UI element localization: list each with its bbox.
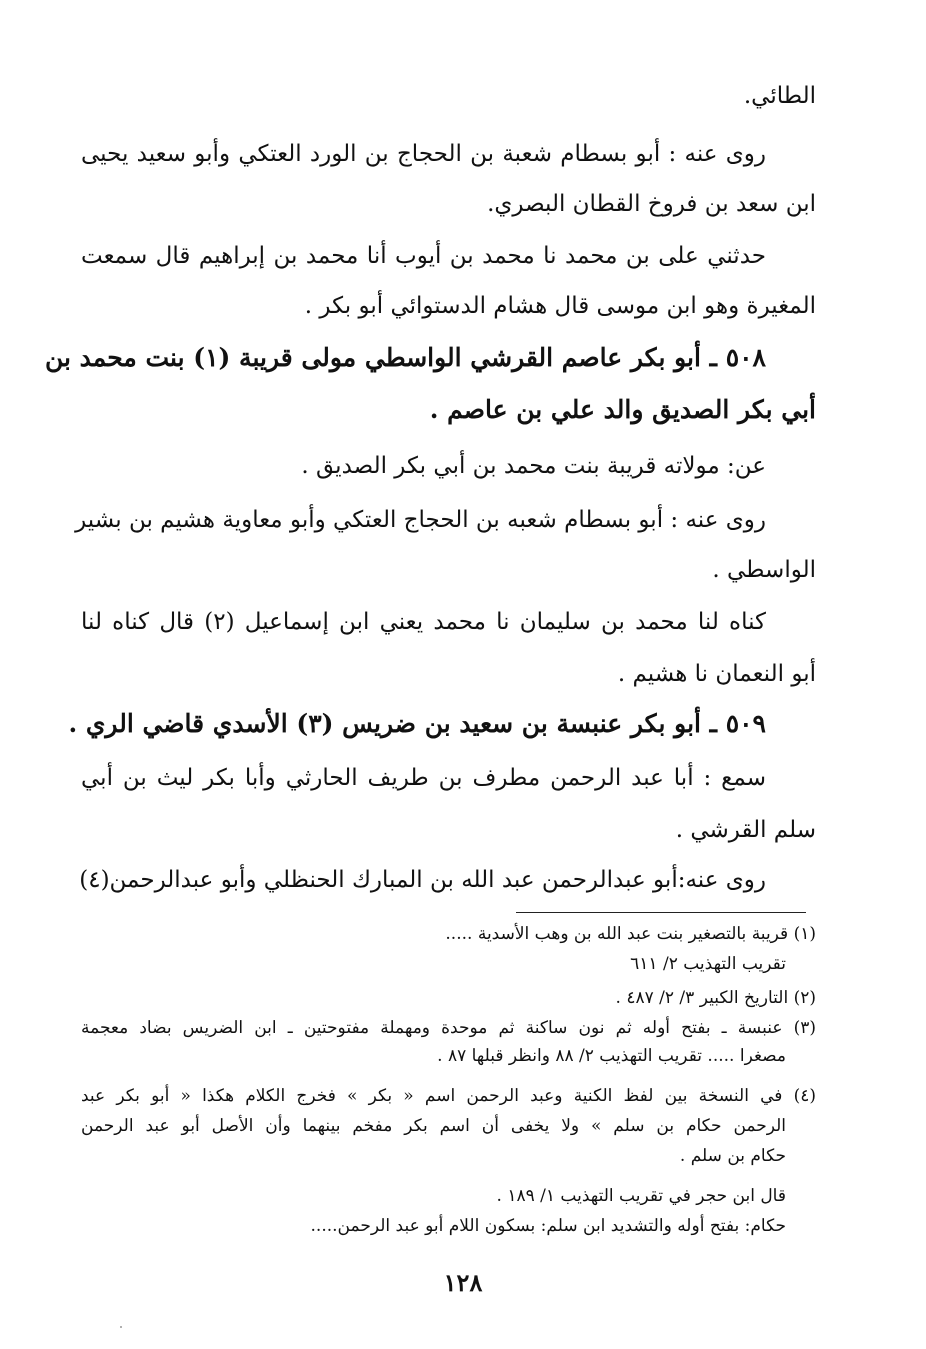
text-line: أبو النعمان نا هشيم . xyxy=(617,661,816,687)
text-line: حدثني على بن محمد نا محمد بن أيوب أنا محمد بن إبراهيم قال سمعت xyxy=(81,243,766,269)
page-number: ١٢٨ xyxy=(443,1268,483,1297)
footnote-separator xyxy=(516,912,806,913)
text-line: روى عنه : أبو بسطام شعبه بن الحجاج العتكي وأبو معاوية هشيم بن بشير xyxy=(75,507,766,533)
text-line: عن: مولاته قريبة بنت محمد بن أبي بكر الصديق . xyxy=(301,453,766,479)
footnote-4-cont: حكام: بفتح أوله والتشديد ابن سلم: بسكون اللام أبو عبد الرحمن..... xyxy=(310,1216,786,1236)
entry-heading-509: ٥٠٩ ـ أبو بكر عنبسة بن سعيد بن ضريس (٣) الأسدي قاضي الري . xyxy=(68,709,766,738)
footnote-4: (٤) في النسخة بين لفظ الكنية وعبد الرحمن اسم « بكر » فخرج الكلام هكذا « أبو بكر عبد xyxy=(81,1086,816,1106)
footnote-4-cont: الرحمن حكام بن سلم » ولا يخفى أن اسم بكر مفخم بينهما وأن الأصل أبو عبد الرحمن xyxy=(81,1116,786,1136)
footnote-3: (٣) عنبسة ـ بفتح أوله ثم نون ساكنة ثم موحدة ومهملة مفتوحتين ـ ابن الضريس بضاد معجمة xyxy=(81,1018,816,1038)
scan-speck xyxy=(120,1326,122,1328)
text-line: الطائي. xyxy=(743,83,816,109)
footnote-4-cont: قال ابن حجر في تقريب التهذيب ١/ ١٨٩ . xyxy=(496,1186,786,1206)
text-line: سلم القرشي . xyxy=(675,817,816,843)
footnote-4-cont: حكام بن سلم . xyxy=(679,1146,786,1166)
entry-heading-508-cont: أبي بكر الصديق والد علي بن عاصم . xyxy=(429,395,816,424)
footnote-3-cont: مصغرا ..... تقريب التهذيب ٢/ ٨٨ وانظر قبلها ٨٧ . xyxy=(437,1046,786,1066)
footnote-1-ref: تقريب التهذيب ٢/ ٦١١ xyxy=(630,954,786,974)
entry-heading-508: ٥٠٨ ـ أبو بكر عاصم القرشي الواسطي مولى قريبة (١) بنت محمد بن xyxy=(44,343,766,372)
text-line: روى عنه : أبو بسطام شعبة بن الحجاج بن الورد العتكي وأبو سعيد يحيى xyxy=(81,141,766,167)
text-line: المغيرة وهو ابن موسى قال هشام الدستوائي أبو بكر . xyxy=(304,293,816,319)
footnote-2: (٢) التاريخ الكبير ٣/ ٢/ ٤٨٧ . xyxy=(615,988,816,1008)
text-line: ابن سعد بن فروخ القطان البصري. xyxy=(487,191,816,217)
text-line: الواسطي . xyxy=(712,557,816,583)
text-line: روى عنه:أبو عبدالرحمن عبد الله بن المبارك الحنظلي وأبو عبدالرحمن(٤) xyxy=(79,867,766,893)
footnote-1: (١) قريبة بالتصغير بنت عبد الله بن وهب الأسدية ..... xyxy=(445,924,816,944)
text-line: سمع : أبا عبد الرحمن مطرف بن طريف الحارثي وأبا بكر ليث بن أبي xyxy=(81,765,766,791)
text-line: كناه لنا محمد بن سليمان نا محمد يعني ابن إسماعيل (٢) قال كناه لنا xyxy=(81,609,767,635)
